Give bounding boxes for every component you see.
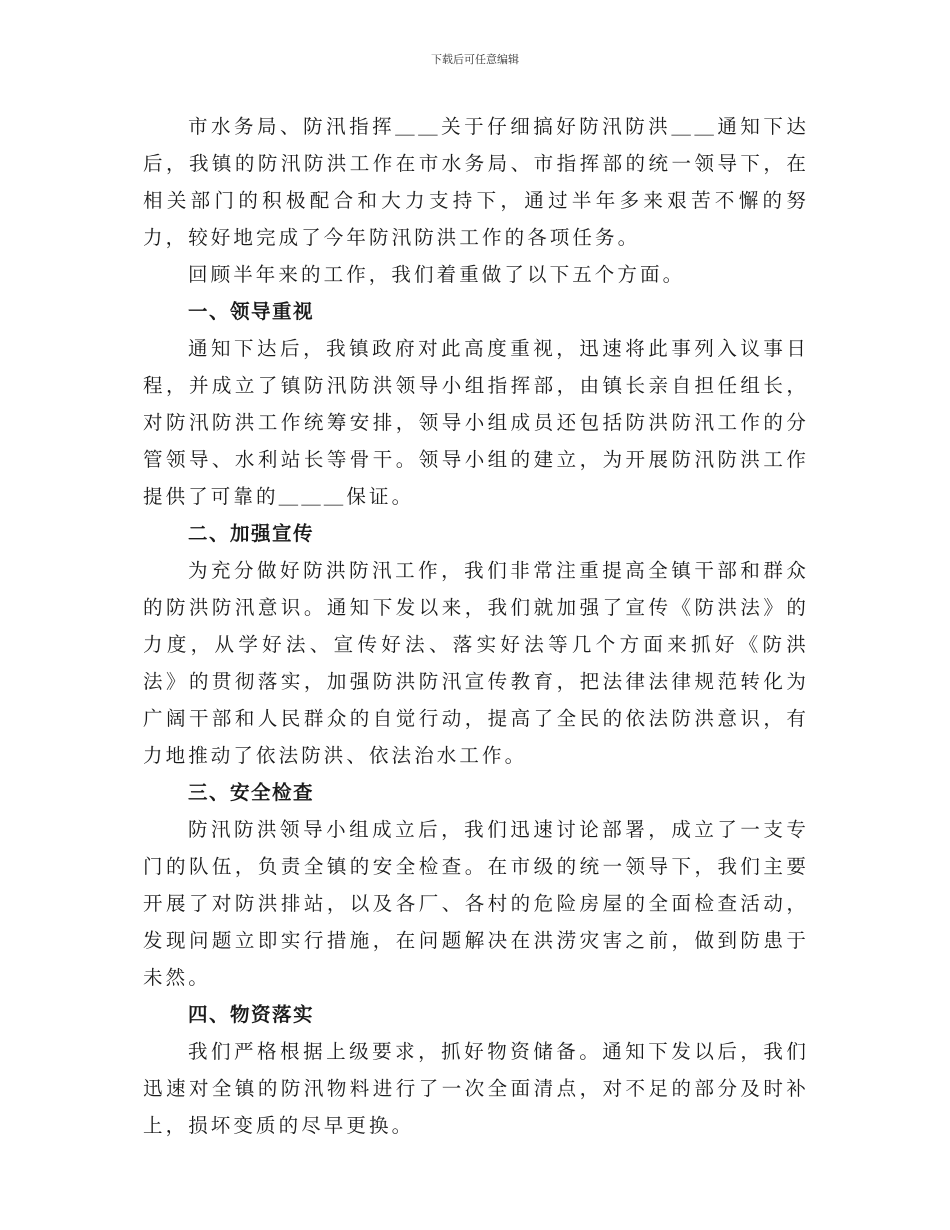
section-heading-4: 四、物资落实 <box>188 1003 315 1026</box>
section-heading-3: 三、安全检查 <box>188 781 315 804</box>
section-heading-2: 二、加强宣传 <box>188 522 315 545</box>
overview-paragraph: 回顾半年来的工作，我们着重做了以下五个方面。 <box>188 263 686 286</box>
section-4-paragraph: 我们严格根据上级要求，抓好物资储备。通知下发以后，我们迅速对全镇的防汛物料进行了一次全面清点，对不足的部分及时补上，损坏变质的尽早更换。 <box>143 1040 809 1137</box>
section-2-paragraph: 为充分做好防洪防汛工作，我们非常注重提高全镇干部和群众的防洪防汛意识。通知下发以来，我们就加强了宣传《防洪法》的力度，从学好法、宣传好法、落实好法等几个方面来抓好《防洪法》的贯彻落实，加强防洪防汛宣传教育，把法律法律规范转化为广阔干部和人民群众的自觉行动，提高了全民的依法防洪意识，有力地推动了依法防洪、依法治水工作。 <box>143 559 809 767</box>
section-1-paragraph: 通知下达后，我镇政府对此高度重视，迅速将此事列入议事日程，并成立了镇防汛防洪领导小组指挥部，由镇长亲自担任组长，对防汛防洪工作统筹安排，领导小组成员还包括防洪防汛工作的分管领导、水利站长等骨干。领导小组的建立，为开展防汛防洪工作提供了可靠的＿＿＿保证。 <box>143 337 809 508</box>
section-heading-1: 一、领导重视 <box>188 300 315 323</box>
page-header: 下载后可任意编辑 <box>431 53 519 66</box>
intro-paragraph: 市水务局、防汛指挥＿＿关于仔细搞好防汛防洪＿＿通知下达后，我镇的防汛防洪工作在市水务局、市指挥部的统一领导下，在相关部门的积极配合和大力支持下，通过半年多来艰苦不懈的努力，较好地完成了今年防汛防洪工作的各项任务。 <box>143 115 809 249</box>
section-3-paragraph: 防汛防洪领导小组成立后，我们迅速讨论部署，成立了一支专门的队伍，负责全镇的安全检查。在市级的统一领导下，我们主要开展了对防洪排站，以及各厂、各村的危险房屋的全面检查活动，发现问题立即实行措施，在问题解决在洪涝灾害之前，做到防患于未然。 <box>143 818 809 989</box>
document-body <box>143 108 809 1144</box>
